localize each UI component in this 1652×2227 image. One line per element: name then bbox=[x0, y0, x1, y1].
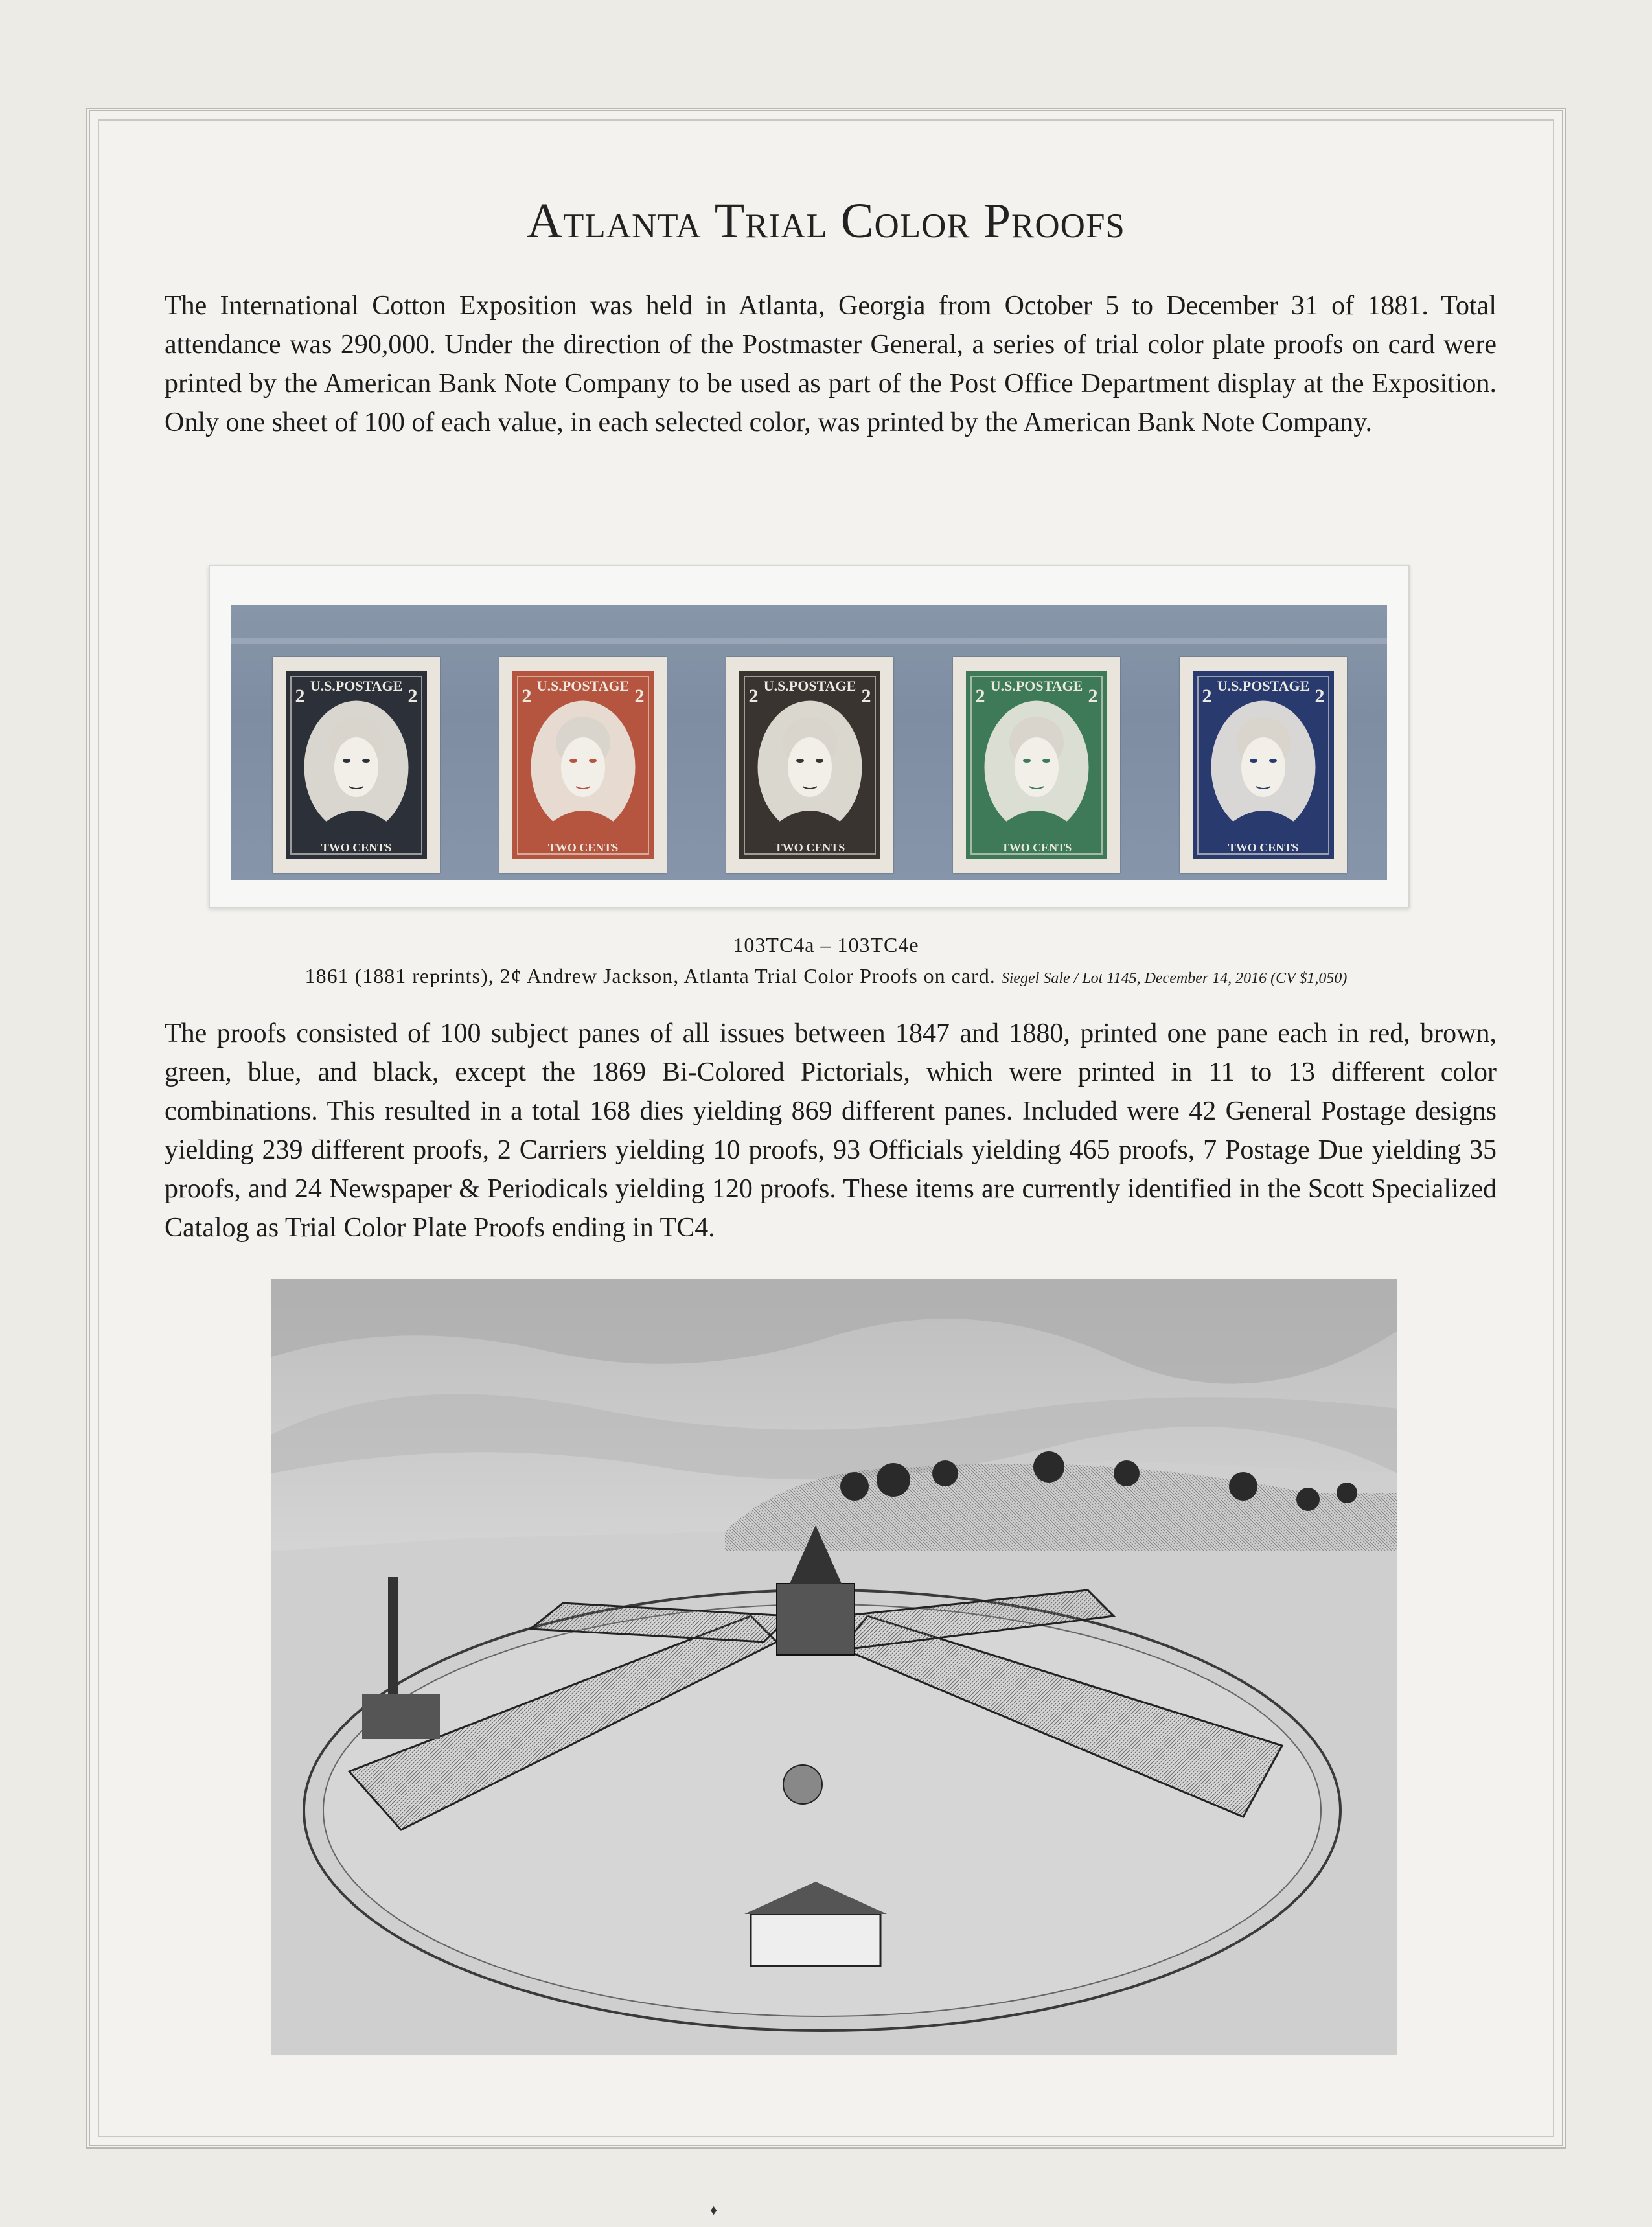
stamp-proof-blue bbox=[1180, 657, 1347, 873]
stamp-proof-brown bbox=[726, 657, 893, 873]
stamp-label-top: U.S.POSTAGE bbox=[763, 678, 856, 694]
exposition-engraving bbox=[271, 1279, 1397, 2055]
title-rest: olor bbox=[874, 194, 983, 248]
stamp-numeral: 2 bbox=[1314, 686, 1325, 707]
stamp-label-bottom: TWO CENTS bbox=[321, 841, 392, 854]
stamp-label-bottom: TWO CENTS bbox=[547, 841, 619, 854]
title-letter: A bbox=[527, 194, 563, 248]
stamp-proof-red bbox=[499, 657, 667, 873]
stamp-numeral: 2 bbox=[1202, 686, 1212, 707]
stamp-design bbox=[953, 657, 1120, 873]
caption-description bbox=[0, 964, 1652, 988]
title-letter: P bbox=[983, 194, 1012, 248]
caption-text: 1861 (1881 reprints), 2¢ Andrew Jackson, Atlanta Trial Color Proofs on card. bbox=[304, 964, 996, 987]
caption-catalog-numbers: 103TC4a – 103TC4e bbox=[733, 933, 919, 956]
exposition-engraving-illustration bbox=[271, 1279, 1397, 2055]
proof-strip-card bbox=[231, 605, 1387, 880]
stamp-label-top: U.S.POSTAGE bbox=[1217, 678, 1310, 694]
caption-source: Siegel Sale / Lot 1145, December 14, 2016 (CV $1,050) bbox=[1001, 970, 1348, 987]
stamp-proof-green bbox=[953, 657, 1120, 873]
title-rest: rial bbox=[745, 194, 841, 248]
stamp-label-top: U.S.POSTAGE bbox=[310, 678, 403, 694]
title-letter: T bbox=[714, 194, 746, 248]
stamp-design bbox=[1180, 657, 1347, 873]
stamp-numeral: 2 bbox=[748, 686, 759, 707]
footer-mark: ♦ bbox=[710, 2202, 718, 2218]
card-band bbox=[231, 638, 1387, 644]
stamp-numeral: 2 bbox=[295, 686, 305, 707]
body-paragraph: The proofs consisted of 100 subject panes of all issues between 1847 and 1880, printed one pane each in red, brown, green, blue, and black, except the 1869 Bi-Colored Pictorials, which were printed in 11 to 13 different color combinations. This resulted in a total 168 dies yielding 869 different panes. Included were 42 General Postage designs yielding 239 different proofs, 2 Carriers yielding 10 proofs, 93 Officials yielding 465 proofs, 7 Postage Due yielding 35 proofs, and 24 Newspaper & Periodicals yielding 120 proofs. These items are currently identified in the Scott Specialized Catalog as Trial Color Plate Proofs ending in TC4. bbox=[165, 1019, 1497, 1243]
stamp-label-bottom: TWO CENTS bbox=[1228, 841, 1299, 854]
stamp-design bbox=[499, 657, 667, 873]
stamp-label-top: U.S.POSTAGE bbox=[536, 678, 630, 694]
stamp-design bbox=[273, 657, 440, 873]
page-title bbox=[0, 193, 1652, 249]
title-rest: roofs bbox=[1011, 194, 1125, 248]
stamp-label-top: U.S.POSTAGE bbox=[990, 678, 1083, 694]
stamp-numeral: 2 bbox=[1088, 686, 1098, 707]
stamp-label-bottom: TWO CENTS bbox=[774, 841, 845, 854]
stamp-numeral: 2 bbox=[407, 686, 418, 707]
stamp-numeral: 2 bbox=[634, 686, 645, 707]
stamp-proof-black bbox=[273, 657, 440, 873]
intro-paragraph: The International Cotton Exposition was held in Atlanta, Georgia from October 5 to December 31 of 1881. Total attendance was 290,000. Under the direction of the Postmaster General, a series of trial color plate proofs on card were printed by the American Bank Note Company to be used as part of the Post Office Department display at the Exposition. Only one sheet of 100 of each value, in each selected color, was printed by the American Bank Note Company. bbox=[165, 291, 1497, 437]
stamp-numeral: 2 bbox=[522, 686, 532, 707]
stamp-numeral: 2 bbox=[975, 686, 985, 707]
stamp-label-bottom: TWO CENTS bbox=[1001, 841, 1072, 854]
stamp-design bbox=[726, 657, 893, 873]
title-rest: tlanta bbox=[562, 194, 715, 248]
stamp-numeral: 2 bbox=[861, 686, 871, 707]
title-letter: C bbox=[840, 194, 875, 248]
